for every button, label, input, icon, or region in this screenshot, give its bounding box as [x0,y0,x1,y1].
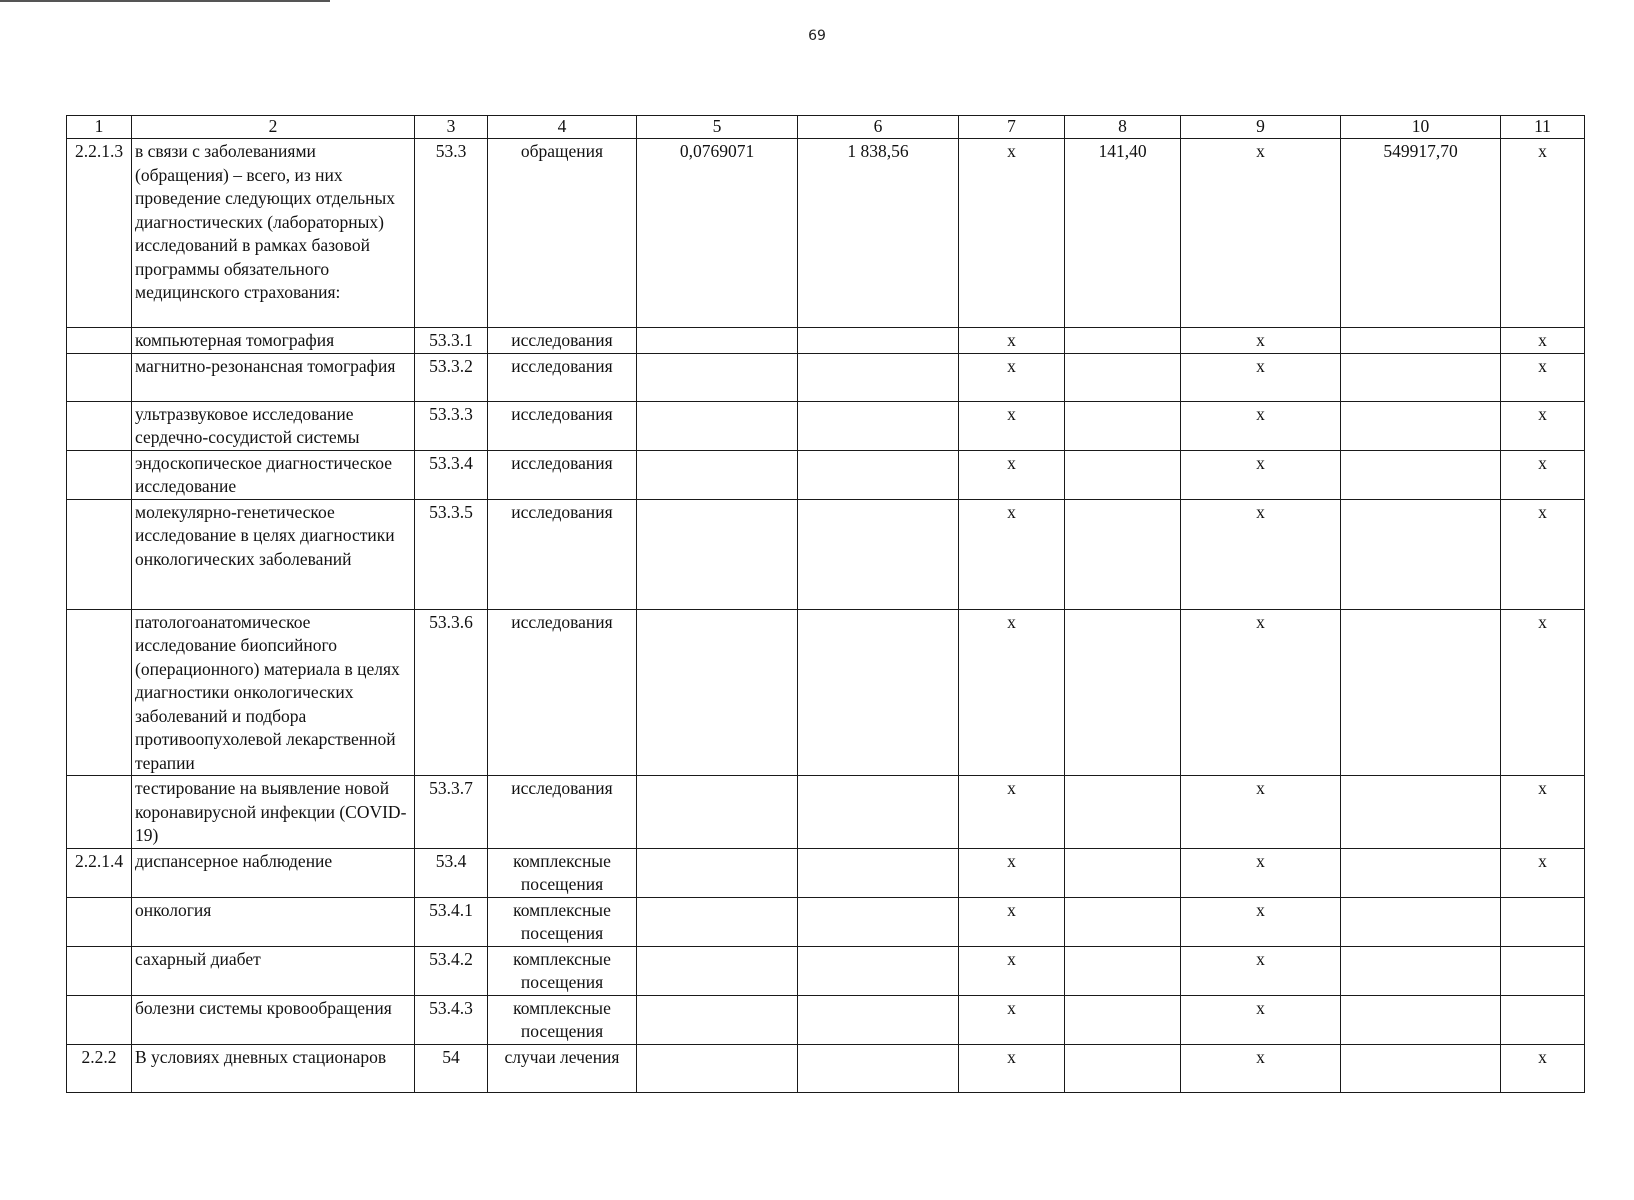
row-col8-cell [1065,328,1181,354]
row-col8-cell [1065,353,1181,401]
row-col10-cell [1341,848,1501,897]
row-col7-cell: х [959,328,1065,354]
row-col8-cell [1065,848,1181,897]
row-number-cell [67,328,132,354]
row-col7-cell: х [959,139,1065,328]
row-col5-cell [637,946,798,995]
row-name-cell: ультразвуковое исследование сердечно-сосудистой системы [132,401,415,450]
row-number-cell [67,776,132,849]
row-col11-cell: х [1501,353,1585,401]
table-row [67,609,1585,776]
table-row [67,139,1585,328]
row-col5-cell [637,401,798,450]
row-col7-cell: х [959,499,1065,609]
table-row [67,328,1585,354]
row-col7-cell: х [959,897,1065,946]
row-col6-cell [798,353,959,401]
row-unit-cell: исследования [488,450,637,499]
column-number-cell: 6 [798,116,959,139]
column-number-row [67,116,1585,139]
row-code-cell: 53.4 [415,848,488,897]
row-unit-cell: обращения [488,139,637,328]
row-col7-cell: х [959,1044,1065,1092]
row-col8-cell [1065,401,1181,450]
column-number-cell: 11 [1501,116,1585,139]
row-number-cell [67,995,132,1044]
row-col11-cell [1501,995,1585,1044]
row-col11-cell: х [1501,401,1585,450]
column-number-cell: 2 [132,116,415,139]
row-col9-cell: х [1181,609,1341,776]
row-number-cell: 2.2.1.3 [67,139,132,328]
row-col5-cell [637,776,798,849]
row-number-cell [67,897,132,946]
row-col5-cell [637,328,798,354]
column-number-cell: 1 [67,116,132,139]
row-col10-cell [1341,353,1501,401]
row-col8-cell [1065,1044,1181,1092]
row-name-cell: болезни системы кровообращения [132,995,415,1044]
row-col10-cell [1341,946,1501,995]
row-col8-cell: 141,40 [1065,139,1181,328]
row-name-cell: магнитно-резонансная томография [132,353,415,401]
row-col9-cell: х [1181,401,1341,450]
row-col9-cell: х [1181,946,1341,995]
table-row [67,897,1585,946]
row-col5-cell [637,609,798,776]
row-unit-cell: исследования [488,776,637,849]
row-number-cell [67,401,132,450]
row-unit-cell: комплексные посещения [488,995,637,1044]
row-col8-cell [1065,776,1181,849]
row-code-cell: 54 [415,1044,488,1092]
row-col9-cell: х [1181,450,1341,499]
row-col11-cell [1501,897,1585,946]
row-col8-cell [1065,995,1181,1044]
row-col10-cell [1341,995,1501,1044]
row-col8-cell [1065,946,1181,995]
row-unit-cell: исследования [488,499,637,609]
column-number-cell: 4 [488,116,637,139]
row-col5-cell [637,995,798,1044]
table-row [67,401,1585,450]
row-col9-cell: х [1181,897,1341,946]
column-number-cell: 9 [1181,116,1341,139]
page-number: 69 [808,28,826,44]
row-col6-cell [798,499,959,609]
row-col11-cell: х [1501,499,1585,609]
row-code-cell: 53.3 [415,139,488,328]
column-number-cell: 3 [415,116,488,139]
row-col6-cell [798,776,959,849]
row-number-cell [67,609,132,776]
row-code-cell: 53.4.2 [415,946,488,995]
row-col10-cell [1341,401,1501,450]
row-col8-cell [1065,609,1181,776]
row-col6-cell [798,328,959,354]
row-col7-cell: х [959,450,1065,499]
row-number-cell [67,499,132,609]
row-code-cell: 53.3.4 [415,450,488,499]
row-col5-cell [637,848,798,897]
row-code-cell: 53.3.3 [415,401,488,450]
row-number-cell: 2.2.2 [67,1044,132,1092]
column-number-cell: 5 [637,116,798,139]
row-col6-cell [798,995,959,1044]
row-code-cell: 53.3.5 [415,499,488,609]
row-name-cell: диспансерное наблюдение [132,848,415,897]
row-number-cell [67,450,132,499]
row-name-cell: онкология [132,897,415,946]
scan-edge-line [0,0,330,2]
row-col10-cell [1341,328,1501,354]
data-table [66,115,1585,1093]
table-row [67,353,1585,401]
row-col6-cell [798,609,959,776]
row-col5-cell [637,1044,798,1092]
row-col10-cell [1341,499,1501,609]
row-name-cell: молекулярно-генетическое исследование в целях диагностики онкологических заболеваний [132,499,415,609]
row-col6-cell [798,1044,959,1092]
row-col6-cell [798,946,959,995]
row-col7-cell: х [959,609,1065,776]
row-unit-cell: комплексные посещения [488,897,637,946]
table-row [67,776,1585,849]
row-col10-cell: 549917,70 [1341,139,1501,328]
table-row [67,995,1585,1044]
row-col10-cell [1341,609,1501,776]
row-col6-cell [798,450,959,499]
column-number-cell: 8 [1065,116,1181,139]
row-col8-cell [1065,897,1181,946]
row-col9-cell: х [1181,776,1341,849]
row-col11-cell: х [1501,848,1585,897]
row-col10-cell [1341,776,1501,849]
row-unit-cell: комплексные посещения [488,946,637,995]
row-col5-cell [637,499,798,609]
row-col5-cell [637,353,798,401]
row-col7-cell: х [959,848,1065,897]
table-row [67,450,1585,499]
row-number-cell [67,353,132,401]
row-code-cell: 53.4.3 [415,995,488,1044]
row-col7-cell: х [959,353,1065,401]
row-col11-cell: х [1501,776,1585,849]
table-row [67,848,1585,897]
table-row [67,499,1585,609]
row-col9-cell: х [1181,328,1341,354]
row-col7-cell: х [959,776,1065,849]
row-code-cell: 53.3.2 [415,353,488,401]
row-col9-cell: х [1181,848,1341,897]
row-col11-cell: х [1501,609,1585,776]
row-col11-cell: х [1501,328,1585,354]
row-col10-cell [1341,897,1501,946]
row-col11-cell: х [1501,139,1585,328]
row-col9-cell: х [1181,1044,1341,1092]
row-name-cell: патологоанатомическое исследование биопсийного (операционного) материала в целях диагностики онкологических заболеваний и подбора противоопухолевой лекарственной терапии [132,609,415,776]
row-col6-cell: 1 838,56 [798,139,959,328]
row-code-cell: 53.4.1 [415,897,488,946]
row-col11-cell: х [1501,1044,1585,1092]
row-col11-cell: х [1501,450,1585,499]
row-col10-cell [1341,1044,1501,1092]
row-name-cell: компьютерная томография [132,328,415,354]
row-col7-cell: х [959,995,1065,1044]
row-name-cell: В условиях дневных стационаров [132,1044,415,1092]
row-col9-cell: х [1181,499,1341,609]
row-number-cell [67,946,132,995]
row-col5-cell: 0,0769071 [637,139,798,328]
row-code-cell: 53.3.6 [415,609,488,776]
row-name-cell: эндоскопическое диагностическое исследование [132,450,415,499]
row-col11-cell [1501,946,1585,995]
row-name-cell: сахарный диабет [132,946,415,995]
row-unit-cell: исследования [488,353,637,401]
row-col8-cell [1065,499,1181,609]
row-col9-cell: х [1181,353,1341,401]
row-col9-cell: х [1181,995,1341,1044]
row-unit-cell: исследования [488,328,637,354]
row-col6-cell [798,401,959,450]
row-col6-cell [798,848,959,897]
row-col10-cell [1341,450,1501,499]
row-number-cell: 2.2.1.4 [67,848,132,897]
row-unit-cell: случаи лечения [488,1044,637,1092]
column-number-cell: 7 [959,116,1065,139]
row-col5-cell [637,450,798,499]
row-unit-cell: исследования [488,401,637,450]
row-unit-cell: комплексные посещения [488,848,637,897]
row-col9-cell: х [1181,139,1341,328]
row-col5-cell [637,897,798,946]
row-col7-cell: х [959,946,1065,995]
row-unit-cell: исследования [488,609,637,776]
row-code-cell: 53.3.1 [415,328,488,354]
row-code-cell: 53.3.7 [415,776,488,849]
row-col6-cell [798,897,959,946]
row-col8-cell [1065,450,1181,499]
row-name-cell: в связи с заболеваниями (обращения) – всего, из них проведение следующих отдельных диагностических (лабораторных) исследований в рамках базовой программы обязательного медицинского страхования: [132,139,415,328]
table-row [67,1044,1585,1092]
row-name-cell: тестирование на выявление новой коронавирусной инфекции (COVID-19) [132,776,415,849]
table-row [67,946,1585,995]
column-number-cell: 10 [1341,116,1501,139]
row-col7-cell: х [959,401,1065,450]
